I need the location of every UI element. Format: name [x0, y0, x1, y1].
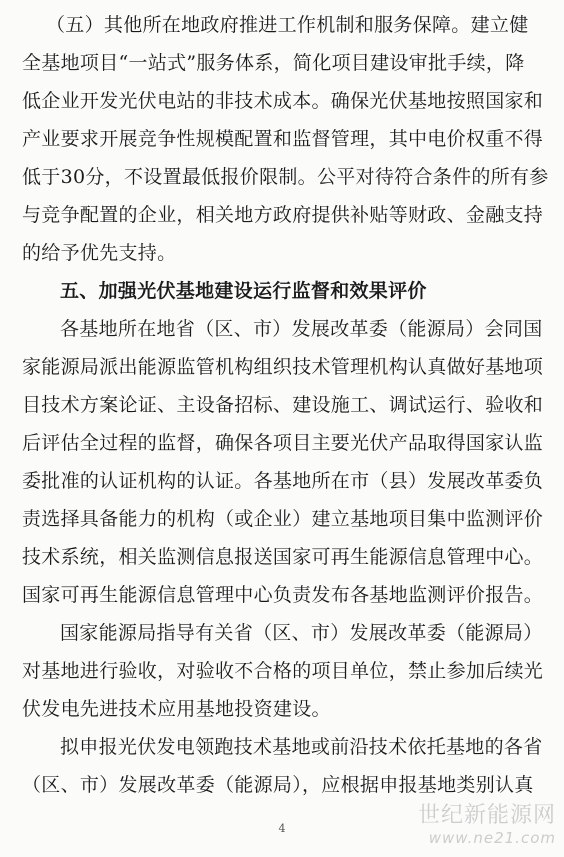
- text-line: 国家能源局指导有关省（区、市）发展改革委（能源局）: [60, 622, 543, 644]
- text-line: 产业要求开展竞争性规模配置和监督管理，其中电价权重不得: [22, 128, 544, 150]
- text-line: 各基地所在地省（区、市）发展改革委（能源局）会同国: [60, 318, 543, 340]
- text-line: 责选择具备能力的机构（或企业）建立基地项目集中监测评价: [22, 508, 544, 530]
- text-line: （区、市）发展改革委（能源局），应根据申报基地类别认真: [22, 774, 534, 796]
- section-heading: 五、加强光伏基地建设运行监督和效果评价: [60, 280, 427, 302]
- text-line: 国家可再生能源信息管理中心负责发布各基地监测评价报告。: [22, 584, 544, 606]
- text-line: 与竞争配置的企业，相关地方政府提供补贴等财政、金融支持: [22, 204, 544, 226]
- text-line: 后评估全过程的监督，确保各项目主要光伏产品取得国家认监: [22, 432, 544, 454]
- text-line: 全基地项目“一站式”服务体系，简化项目建设审批手续，降: [22, 52, 525, 74]
- text-line: 技术系统，相关监测信息报送国家可再生能源信息管理中心。: [22, 546, 544, 568]
- text-line: 目技术方案论证、主设备招标、建设施工、调试运行、验收和: [22, 394, 544, 416]
- text-line: 的给予优先支持。: [22, 242, 177, 264]
- page-number: 4: [278, 822, 286, 835]
- text-line: 家能源局派出能源监管机构组织技术管理机构认真做好基地项: [22, 356, 544, 378]
- text-line: 伏发电先进技术应用基地投资建设。: [22, 698, 331, 720]
- watermark-title: 世纪新能源网: [417, 803, 556, 828]
- text-line: 拟申报光伏发电领跑技术基地或前沿技术依托基地的各省: [60, 736, 543, 758]
- text-line: 对基地进行验收，对验收不合格的项目单位，禁止参加后续光: [22, 660, 544, 682]
- text-line: 低企业开发光伏电站的非技术成本。确保光伏基地按照国家和: [22, 90, 544, 112]
- text-line: 委批准的认证机构的认证。各基地所在市（县）发展改革委负: [22, 470, 544, 492]
- text-line: 低于30分，不设置最低报价限制。公平对待符合条件的所有参: [22, 166, 549, 188]
- text-line: （五）其他所在地政府推进工作机制和服务保障。建立健: [46, 14, 529, 36]
- watermark-url: www.ne21.com: [428, 829, 556, 847]
